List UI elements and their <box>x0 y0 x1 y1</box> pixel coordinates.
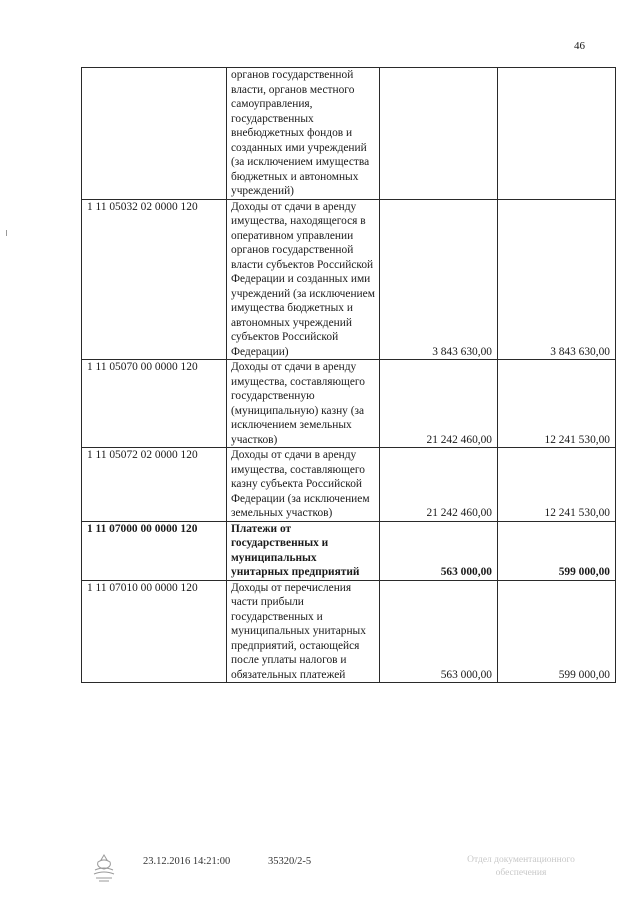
footer-stamp: Отдел документационного обеспечения <box>467 855 575 878</box>
row-name: Платежи от государственных и муниципальных унитарных предприятий <box>227 521 380 580</box>
footer-date: 23.12.2016 14:21:00 <box>143 856 231 867</box>
row-value-2: 3 843 630,00 <box>498 199 616 360</box>
row-name: Доходы от перечисления части прибыли государственных и муниципальных унитарных предприятий, остающейся после уплаты налогов и обязательных платежей <box>227 580 380 683</box>
emblem-icon <box>90 853 118 883</box>
table-body <box>82 68 616 683</box>
row-code: 1 11 07010 00 0000 120 <box>82 580 227 683</box>
table-row <box>82 68 616 200</box>
table-row-bold <box>82 521 616 580</box>
footer-doc-id: 35320/2-5 <box>268 856 312 867</box>
row-value-2: 599 000,00 <box>498 521 616 580</box>
row-code: 1 11 05070 00 0000 120 <box>82 360 227 448</box>
table-row <box>82 580 616 683</box>
margin-mark <box>6 230 7 236</box>
row-value-1: 563 000,00 <box>380 521 498 580</box>
row-name: Доходы от сдачи в аренду имущества, составляющего государственную (муниципальную) казну (за исключением земельных участков) <box>227 360 380 448</box>
row-value-2: 599 000,00 <box>498 580 616 683</box>
row-code: 1 11 05032 02 0000 120 <box>82 199 227 360</box>
row-value-1: 3 843 630,00 <box>380 199 498 360</box>
page-number: 46 <box>574 40 585 52</box>
row-value-2 <box>498 68 616 200</box>
row-code <box>82 68 227 200</box>
row-value-2: 12 241 530,00 <box>498 448 616 522</box>
row-value-1: 563 000,00 <box>380 580 498 683</box>
table-row <box>82 360 616 448</box>
row-value-1 <box>380 68 498 200</box>
budget-table <box>81 67 616 683</box>
row-value-1: 21 242 460,00 <box>380 448 498 522</box>
row-value-2: 12 241 530,00 <box>498 360 616 448</box>
row-name: органов государственной власти, органов местного самоуправления, государственных внебюджетных фондов и созданных ими учреждений (за исключением имущества бюджетных и автономных учреждений) <box>227 68 380 200</box>
table-row <box>82 199 616 360</box>
table-row <box>82 448 616 522</box>
row-name: Доходы от сдачи в аренду имущества, составляющего казну субъекта Российской Федерации (за исключением земельных участков) <box>227 448 380 522</box>
row-code: 1 11 05072 02 0000 120 <box>82 448 227 522</box>
row-name: Доходы от сдачи в аренду имущества, находящегося в оперативном управлении органов государственной власти субъектов Российской Федерации и созданных ими учреждений (за исключением имущества бюджетных и автономных учреждений субъектов Российской Федерации) <box>227 199 380 360</box>
row-value-1: 21 242 460,00 <box>380 360 498 448</box>
row-code: 1 11 07000 00 0000 120 <box>82 521 227 580</box>
